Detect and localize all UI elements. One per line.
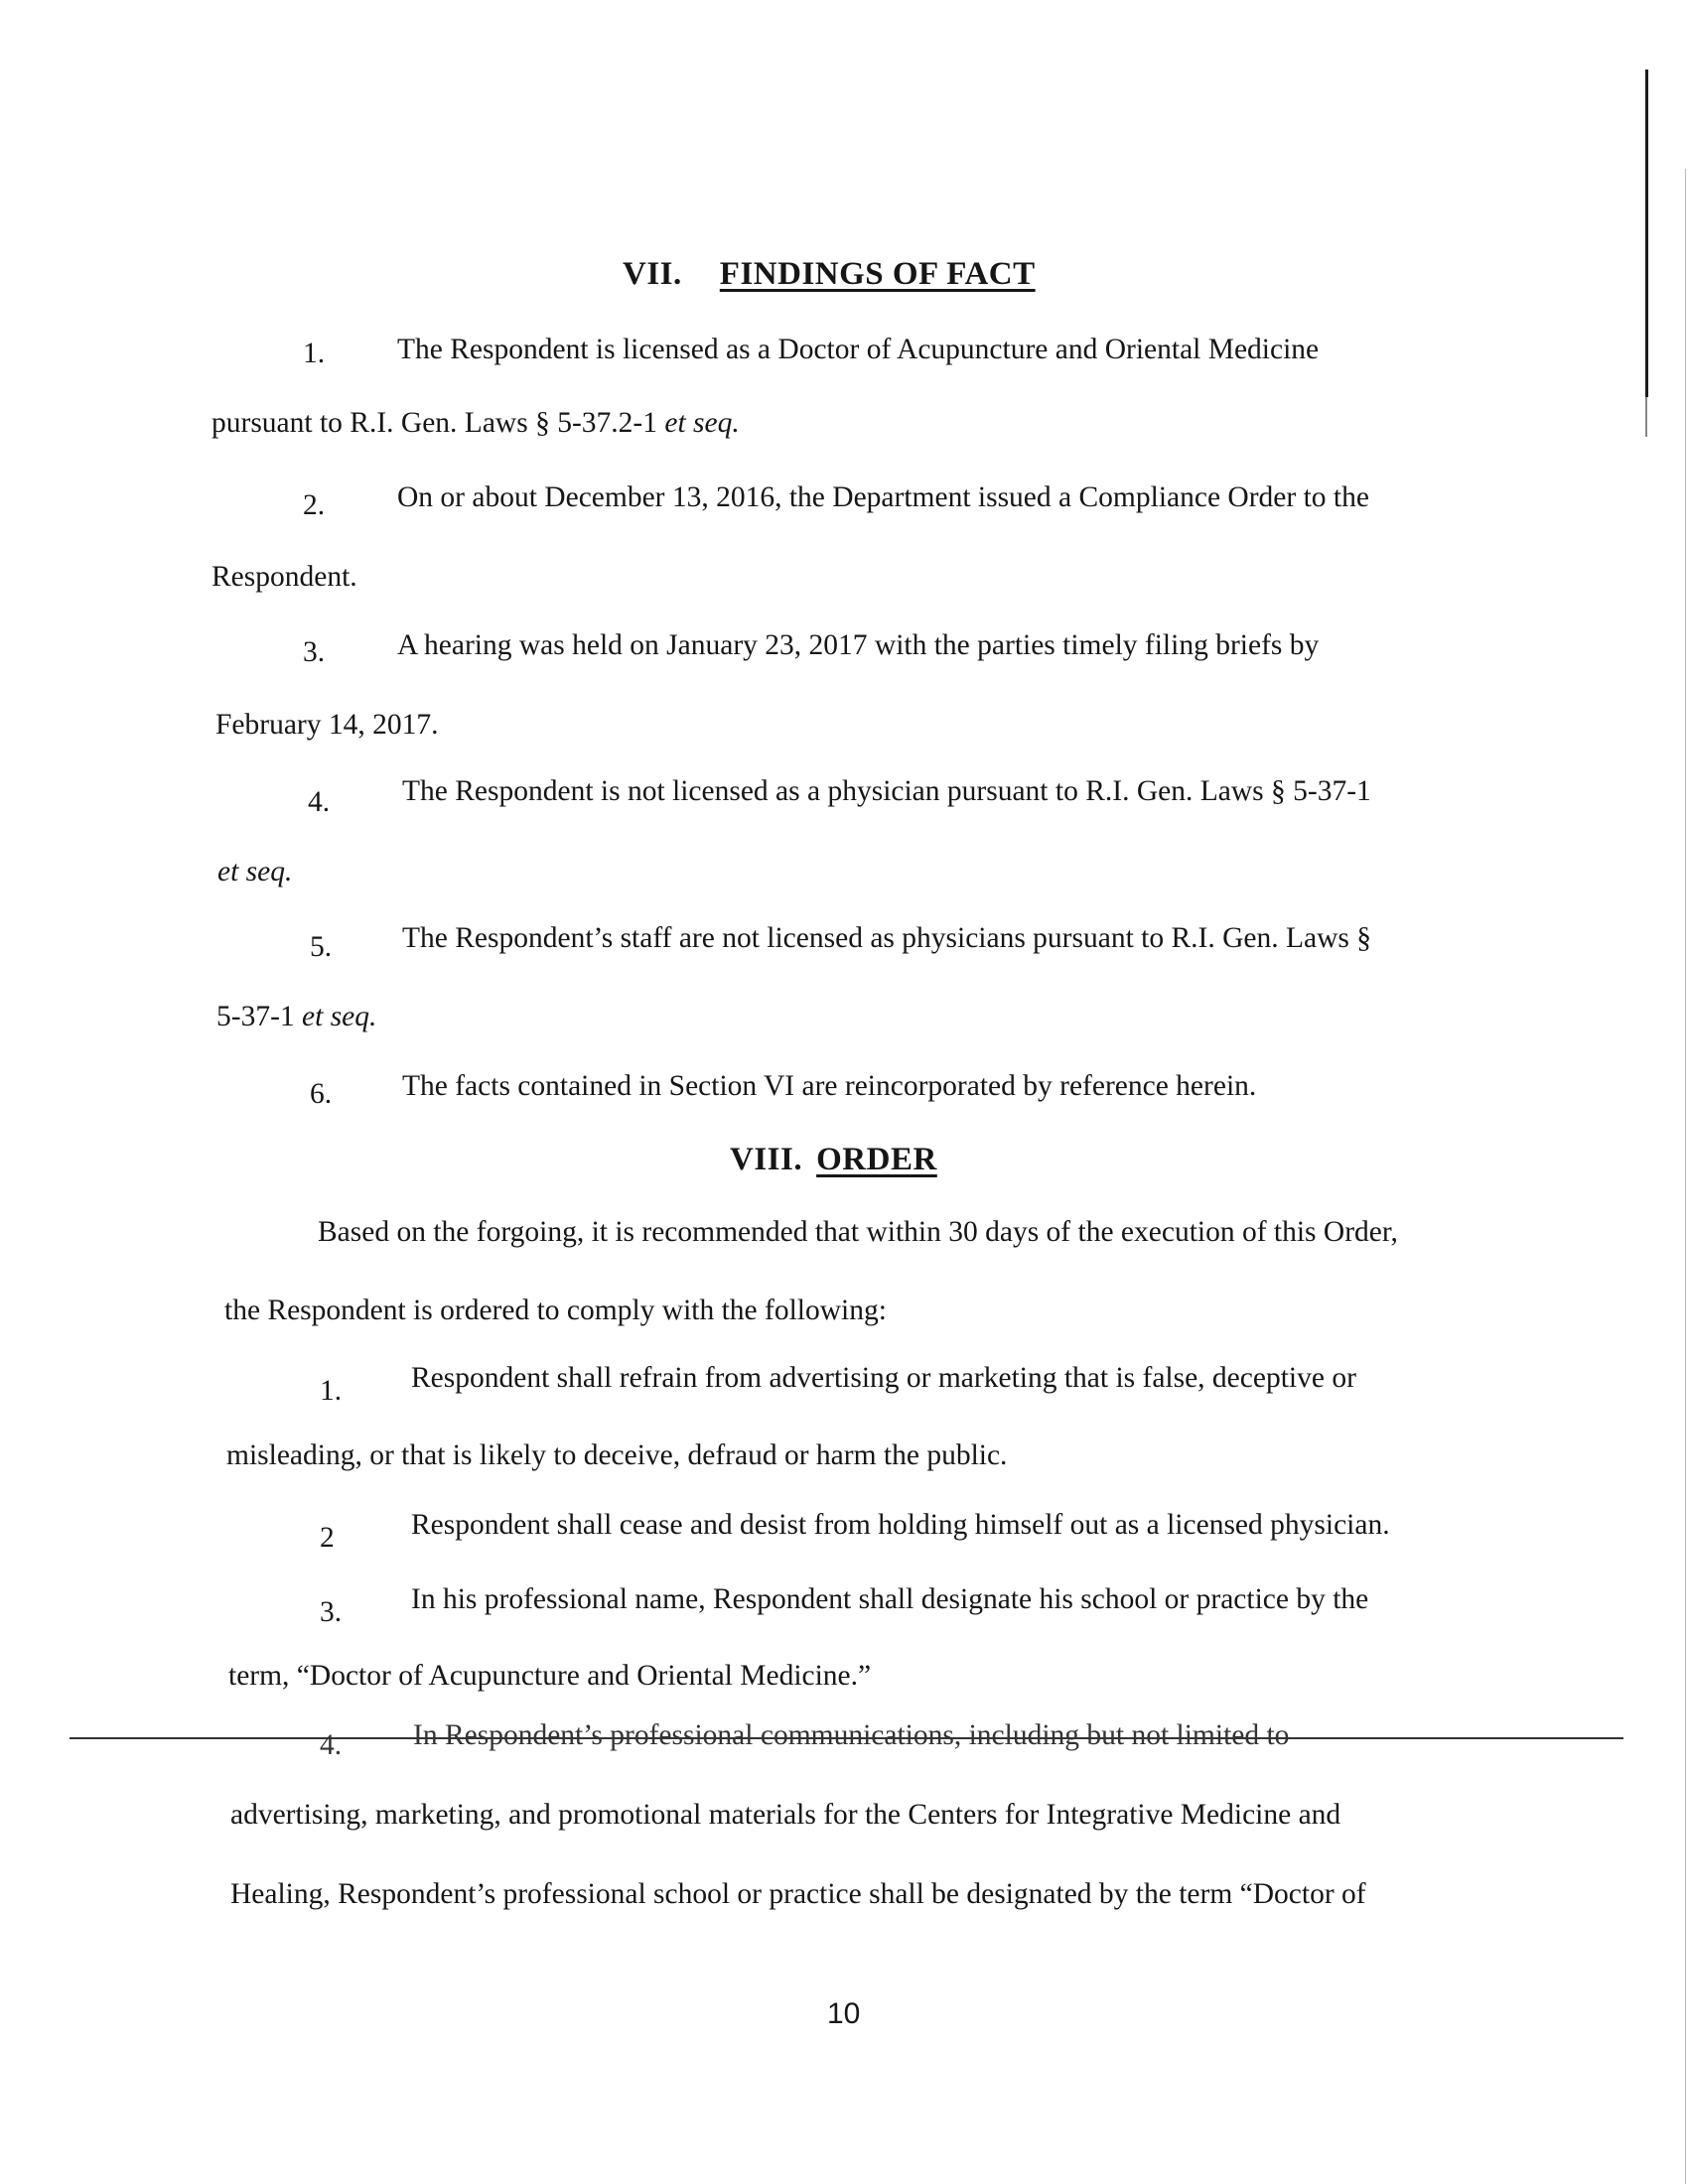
finding-5-line2 (216, 1001, 376, 1033)
finding-6-number: 6. (310, 1078, 333, 1110)
scan-edge-line-fragment (1645, 397, 1647, 437)
finding-1-number: 1. (303, 338, 326, 369)
finding-4-number: 4. (308, 786, 331, 818)
order-3-line1: In his professional name, Respondent shall designate his school or practice by the (411, 1583, 1369, 1615)
finding-5-line1: The Respondent’s staff are not licensed as physicians pursuant to R.I. Gen. Laws § (402, 922, 1372, 954)
finding-1-citation: pursuant to R.I. Gen. Laws § 5-37.2-1 (211, 407, 665, 439)
finding-5-et-seq: et seq. (302, 1001, 377, 1032)
scan-edge-line (1645, 69, 1648, 397)
section-viii-heading (730, 1142, 937, 1178)
finding-6-line1: The facts contained in Section VI are reincorporated by reference herein. (402, 1070, 1257, 1102)
order-2-line1: Respondent shall cease and desist from holding himself out as a licensed physician. (411, 1509, 1390, 1541)
order-4-line3: Healing, Respondent’s professional school or practice shall be designated by the term “Doctor of (230, 1878, 1366, 1910)
finding-1-line1: The Respondent is licensed as a Doctor of Acupuncture and Oriental Medicine (397, 334, 1320, 365)
order-4-number: 4. (320, 1729, 343, 1761)
order-3-line2: term, “Doctor of Acupuncture and Oriental Medicine.” (228, 1660, 872, 1692)
finding-2-line2: Respondent. (211, 561, 357, 593)
order-1-number: 1. (320, 1375, 343, 1407)
order-3-number: 3. (320, 1596, 343, 1628)
section-vii-heading (623, 256, 1036, 293)
order-1-line1: Respondent shall refrain from advertising or marketing that is false, deceptive or (411, 1362, 1356, 1394)
order-intro-line2: the Respondent is ordered to comply with the following: (224, 1295, 887, 1326)
order-4-line2: advertising, marketing, and promotional materials for the Centers for Integrative Medicine and (230, 1799, 1341, 1831)
finding-5-number: 5. (310, 931, 333, 963)
finding-1-line2 (211, 407, 740, 440)
finding-1-et-seq: et seq. (664, 407, 740, 439)
finding-2-number: 2. (303, 489, 326, 521)
finding-3-line2: February 14, 2017. (215, 709, 439, 741)
scan-edge-border (1685, 169, 1686, 2184)
finding-4-line2: et seq. (217, 856, 293, 887)
order-1-line2: misleading, or that is likely to deceive, defraud or harm the public. (226, 1439, 1008, 1471)
order-intro-line1: Based on the forgoing, it is recommended that within 30 days of the execution of this Order, (318, 1216, 1398, 1248)
section-vii-numeral: VII. (623, 256, 682, 292)
order-4-line1-struck: In Respondent’s professional communications, including but not limited to (413, 1719, 1290, 1751)
finding-3-number: 3. (303, 636, 326, 668)
finding-5-citation: 5-37-1 (216, 1001, 303, 1032)
order-2-number: 2 (320, 1522, 335, 1554)
section-vii-title: FINDINGS OF FACT (719, 256, 1036, 292)
section-viii-title: ORDER (816, 1142, 937, 1177)
finding-4-line1: The Respondent is not licensed as a physician pursuant to R.I. Gen. Laws § 5-37-1 (402, 775, 1371, 807)
finding-3-line1: A hearing was held on January 23, 2017 with the parties timely filing briefs by (397, 629, 1320, 661)
section-viii-numeral: VIII. (730, 1142, 803, 1177)
page-number: 10 (827, 1997, 861, 2030)
finding-2-line1: On or about December 13, 2016, the Department issued a Compliance Order to the (397, 481, 1369, 513)
